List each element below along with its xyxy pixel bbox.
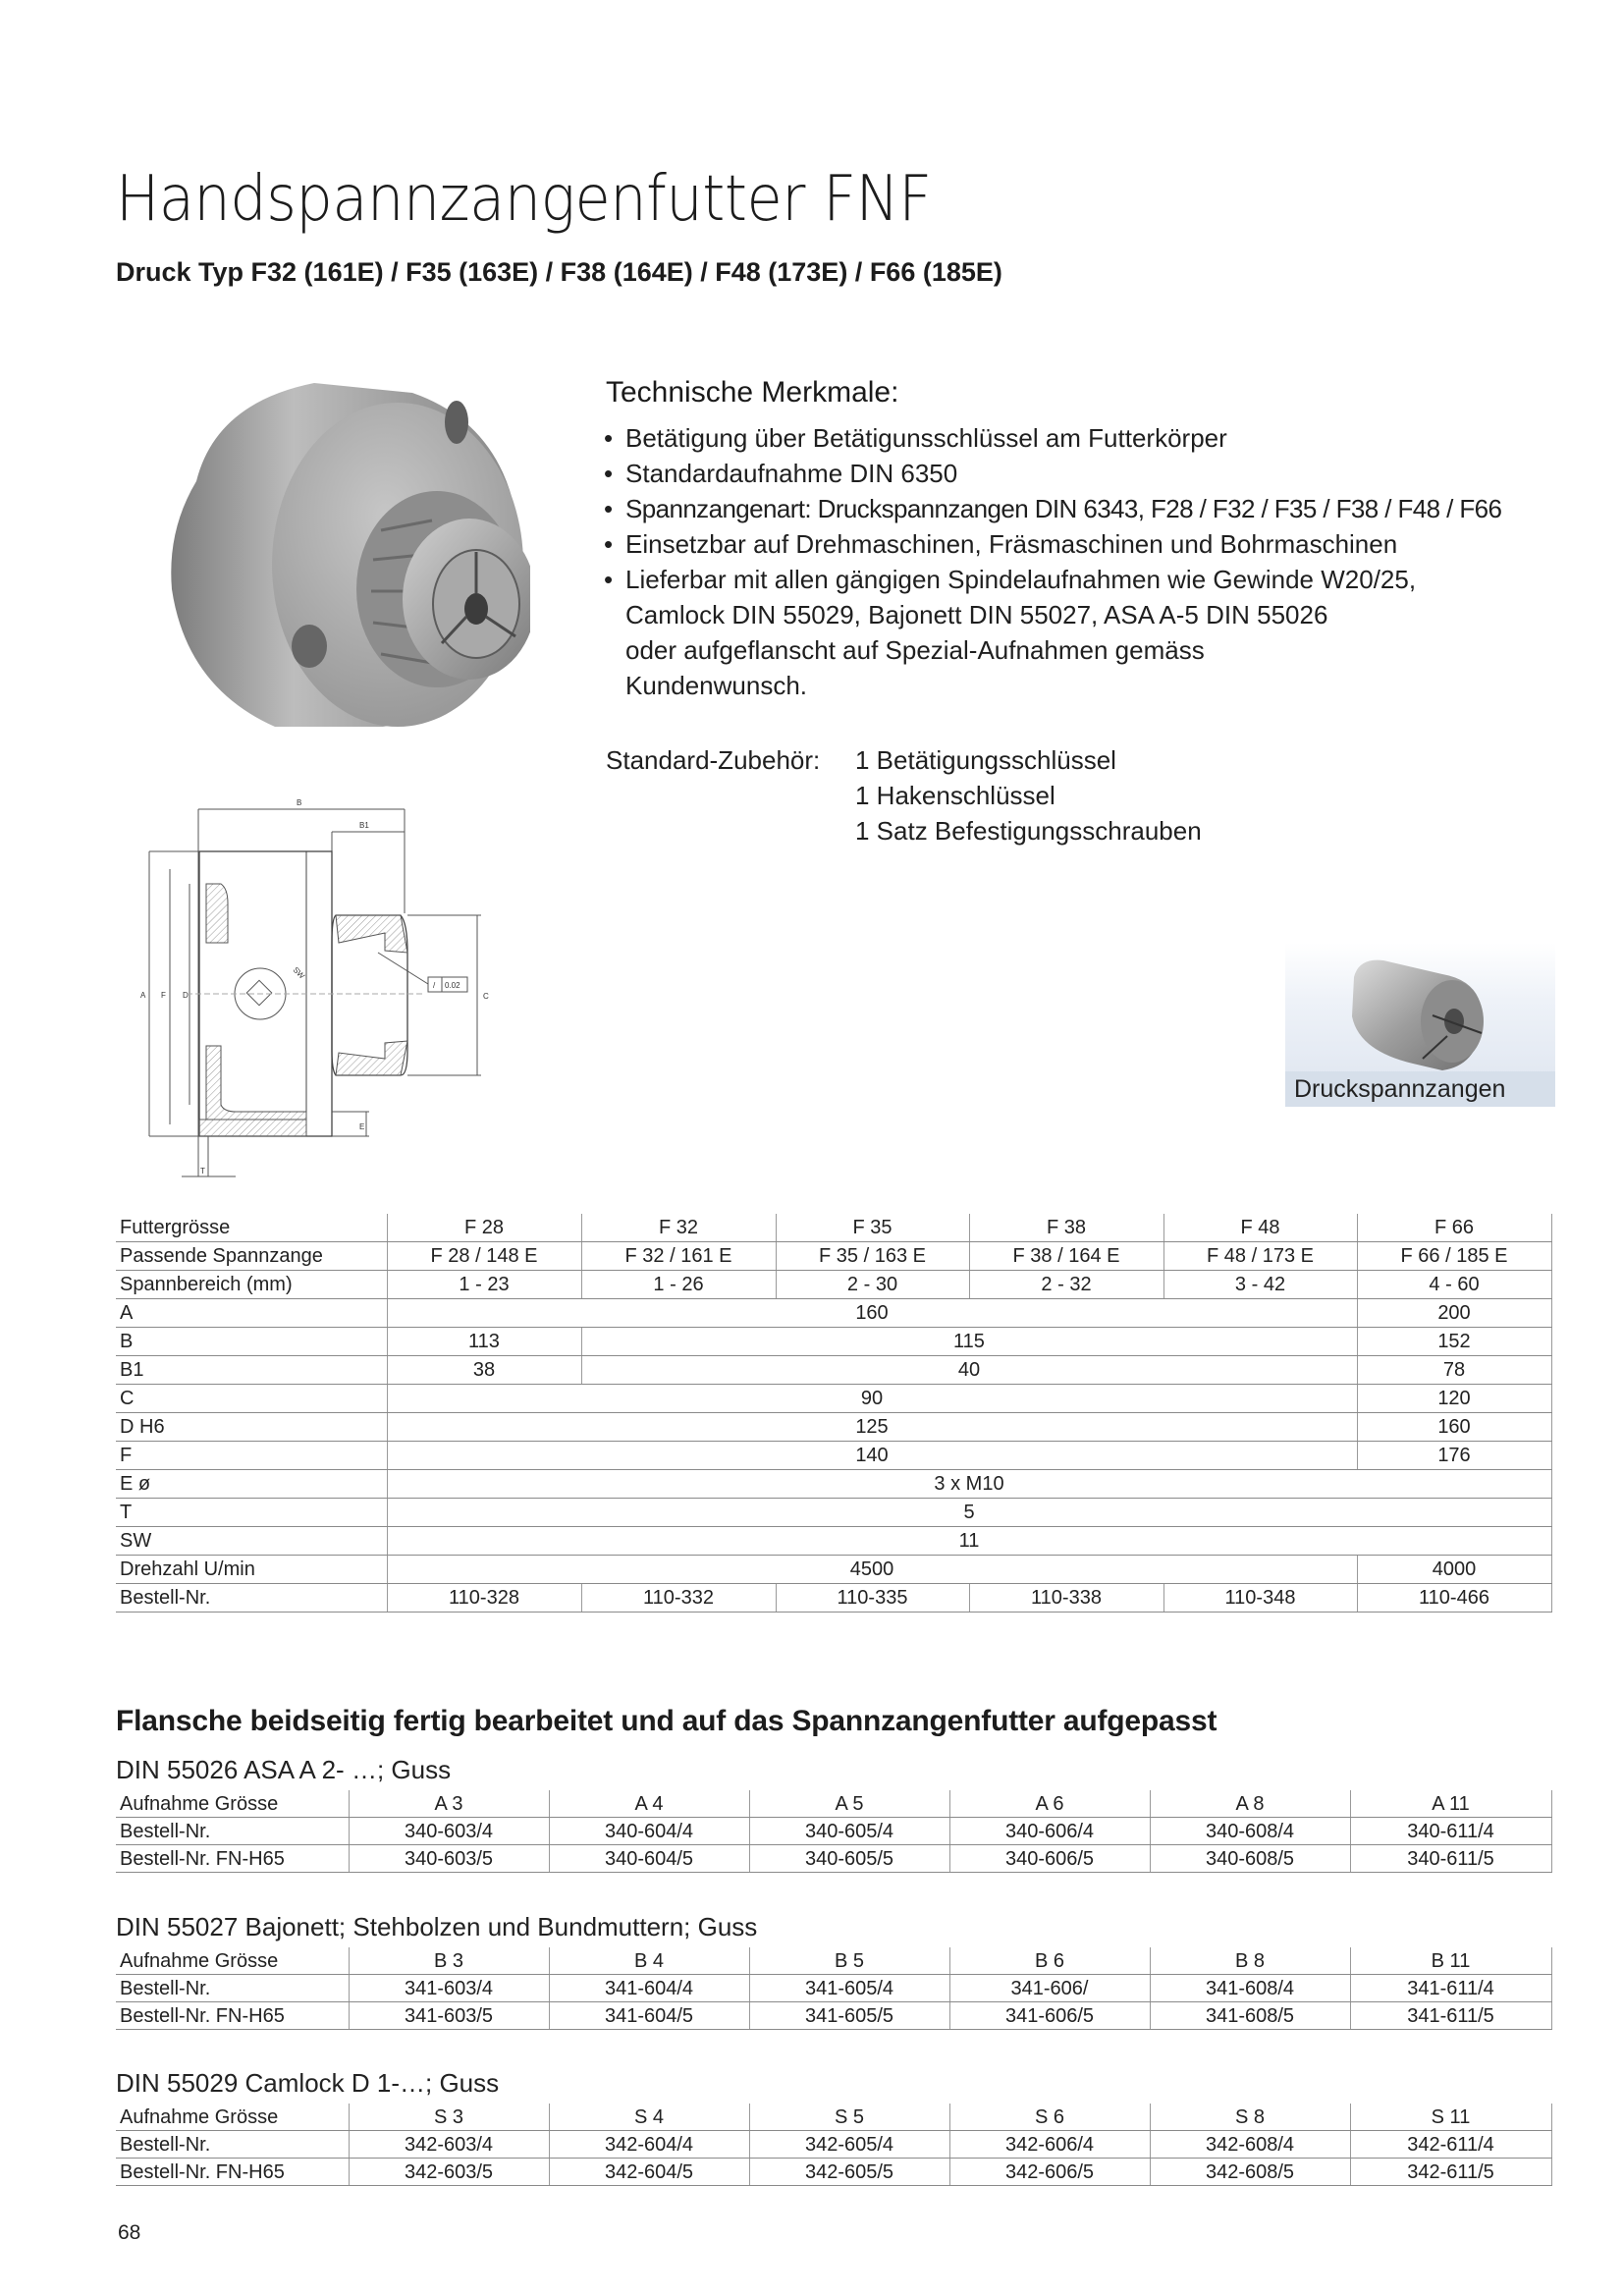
feature-item: • Einsetzbar auf Drehmaschinen, Fräsmaschinen und Bohrmaschinen: [602, 526, 1501, 562]
table-cell: 110-348: [1163, 1584, 1357, 1613]
technical-drawing: [128, 795, 540, 1208]
svg-text:F: F: [161, 991, 166, 1000]
table-cell: 342-611/4: [1350, 2131, 1551, 2159]
bullet-icon: •: [604, 423, 614, 453]
svg-text:E: E: [359, 1122, 365, 1131]
table-row: [116, 1328, 1551, 1356]
table-cell: 341-606/: [949, 1975, 1150, 2002]
table-cell: 160: [1357, 1413, 1551, 1442]
bullet-icon: •: [604, 565, 614, 594]
table-cell: 340-603/4: [349, 1818, 549, 1845]
table-cell: 140: [387, 1442, 1357, 1470]
table-row: [116, 1356, 1551, 1385]
table-cell: 113: [387, 1328, 581, 1356]
table-cell: 340-604/5: [549, 1845, 749, 1873]
table-cell: 120: [1357, 1385, 1551, 1413]
svg-text:A: A: [140, 991, 146, 1000]
svg-text:SW: SW: [291, 965, 307, 981]
table-row: [116, 1584, 1551, 1613]
table-cell: 341-608/5: [1150, 2002, 1350, 2030]
table-cell: 341-605/5: [749, 2002, 949, 2030]
table-cell: S 6: [949, 2104, 1150, 2131]
table-row: [116, 1947, 1551, 1975]
table-cell: A 5: [749, 1790, 949, 1818]
table-row: [116, 1527, 1551, 1556]
table-cell: A 3: [349, 1790, 549, 1818]
flange-table-title: DIN 55026 ASA A 2- …; Guss: [116, 1755, 452, 1784]
flange-table-title: DIN 55029 Camlock D 1-…; Guss: [116, 2068, 500, 2098]
table-row: [116, 1556, 1551, 1584]
features-list: [602, 420, 1501, 703]
row-label: E ø: [116, 1470, 387, 1499]
features-heading: Technische Merkmale:: [606, 376, 899, 409]
table-row: [116, 1499, 1551, 1527]
table-cell: S 3: [349, 2104, 549, 2131]
bullet-icon: •: [604, 494, 614, 523]
table-cell: 342-611/5: [1350, 2159, 1551, 2186]
table-cell: 340-608/5: [1150, 1845, 1350, 1873]
table-cell: 342-604/4: [549, 2131, 749, 2159]
flange-table-bajonett: [116, 1947, 1552, 2030]
row-label: Passende Spannzange: [116, 1242, 387, 1271]
table-cell: 90: [387, 1385, 1357, 1413]
table-cell: 3 x M10: [387, 1470, 1551, 1499]
table-row: [116, 2104, 1551, 2131]
table-cell: 4500: [387, 1556, 1357, 1584]
accessory-item: 1 Hakenschlüssel: [855, 781, 1055, 810]
table-cell: S 5: [749, 2104, 949, 2131]
bullet-icon: •: [604, 459, 614, 488]
table-row: [116, 1271, 1551, 1299]
table-cell: 341-606/5: [949, 2002, 1150, 2030]
svg-text:C: C: [483, 992, 489, 1001]
feature-item: • Lieferbar mit allen gängigen Spindelaufnahmen wie Gewinde W20/25, Camlock DIN 55029, Bajonett DIN 55027, ASA A-5 DIN 55026 oder aufgeflanscht auf Spezial-Aufnahmen gemäss Kundenwunsch.: [602, 562, 1501, 703]
page-title: Handspannzangenfutter FNF: [116, 163, 932, 236]
table-cell: 340-606/4: [949, 1818, 1150, 1845]
collet-thumbnail: [1285, 943, 1555, 1107]
svg-text:0.02: 0.02: [445, 981, 460, 990]
table-cell: 342-603/5: [349, 2159, 549, 2186]
row-label: Drehzahl U/min: [116, 1556, 387, 1584]
table-cell: 78: [1357, 1356, 1551, 1385]
table-cell: B 5: [749, 1947, 949, 1975]
table-cell: 110-332: [581, 1584, 776, 1613]
accessory-item: 1 Betätigungsschlüssel: [855, 745, 1116, 775]
table-cell: 340-611/4: [1350, 1818, 1551, 1845]
table-row: [116, 1470, 1551, 1499]
table-row: [116, 1818, 1551, 1845]
row-label: Bestell-Nr.: [116, 1818, 349, 1845]
flange-table-title: DIN 55027 Bajonett; Stehbolzen und Bundmuttern; Guss: [116, 1912, 758, 1941]
table-cell: 1 - 23: [387, 1271, 581, 1299]
table-cell: S 4: [549, 2104, 749, 2131]
table-cell: 341-603/4: [349, 1975, 549, 2002]
table-cell: 341-608/4: [1150, 1975, 1350, 2002]
table-cell: 340-611/5: [1350, 1845, 1551, 1873]
table-cell: 176: [1357, 1442, 1551, 1470]
table-cell: B 6: [949, 1947, 1150, 1975]
table-cell: 4 - 60: [1357, 1271, 1551, 1299]
accessories-label: Standard-Zubehör:: [606, 745, 821, 775]
flange-table-asa: [116, 1790, 1552, 1873]
table-row: [116, 1442, 1551, 1470]
table-cell: F 66 / 185 E: [1357, 1242, 1551, 1271]
table-cell: 342-608/4: [1150, 2131, 1350, 2159]
row-label: T: [116, 1499, 387, 1527]
row-label: Spannbereich (mm): [116, 1271, 387, 1299]
bullet-icon: •: [604, 529, 614, 559]
table-cell: F 48 / 173 E: [1163, 1242, 1357, 1271]
table-cell: 40: [581, 1356, 1357, 1385]
table-cell: 341-604/4: [549, 1975, 749, 2002]
table-cell: A 11: [1350, 1790, 1551, 1818]
table-cell: F 38 / 164 E: [969, 1242, 1163, 1271]
row-label: Bestell-Nr.: [116, 1975, 349, 2002]
feature-item: • Standardaufnahme DIN 6350: [602, 456, 1501, 491]
svg-text:T: T: [200, 1167, 205, 1175]
feature-continuation: Kundenwunsch.: [625, 671, 808, 700]
row-label: Aufnahme Grösse: [116, 1947, 349, 1975]
table-cell: B 3: [349, 1947, 549, 1975]
row-label: Futtergrösse: [116, 1214, 387, 1242]
table-cell: A 6: [949, 1790, 1150, 1818]
page-subtitle: Druck Typ F32 (161E) / F35 (163E) / F38 (164E) / F48 (173E) / F66 (185E): [116, 257, 1002, 287]
table-cell: 341-611/5: [1350, 2002, 1551, 2030]
table-cell: 341-604/5: [549, 2002, 749, 2030]
table-cell: 340-606/5: [949, 1845, 1150, 1873]
row-label: SW: [116, 1527, 387, 1556]
table-cell: B 8: [1150, 1947, 1350, 1975]
table-cell: F 28: [387, 1214, 581, 1242]
table-cell: 341-605/4: [749, 1975, 949, 2002]
table-cell: F 32 / 161 E: [581, 1242, 776, 1271]
table-cell: 342-608/5: [1150, 2159, 1350, 2186]
table-cell: 342-605/5: [749, 2159, 949, 2186]
table-row: [116, 1413, 1551, 1442]
table-cell: F 35 / 163 E: [776, 1242, 969, 1271]
table-cell: 3 - 42: [1163, 1271, 1357, 1299]
table-row: [116, 1385, 1551, 1413]
table-cell: 125: [387, 1413, 1357, 1442]
row-label: Aufnahme Grösse: [116, 2104, 349, 2131]
row-label: Bestell-Nr. FN-H65: [116, 2159, 349, 2186]
chuck-spec-table: [116, 1214, 1552, 1613]
row-label: B: [116, 1328, 387, 1356]
accessory-item: 1 Satz Befestigungsschrauben: [855, 816, 1202, 846]
table-row: [116, 1790, 1551, 1818]
row-label: B1: [116, 1356, 387, 1385]
table-row: [116, 1242, 1551, 1271]
table-cell: B 11: [1350, 1947, 1551, 1975]
table-cell: 342-603/4: [349, 2131, 549, 2159]
table-cell: 2 - 30: [776, 1271, 969, 1299]
table-cell: 38: [387, 1356, 581, 1385]
table-cell: 341-603/5: [349, 2002, 549, 2030]
feature-item: • Spannzangenart: Druckspannzangen DIN 6343, F28 / F32 / F35 / F38 / F48 / F66: [602, 491, 1501, 526]
svg-text:D: D: [183, 991, 189, 1000]
collet-caption: Druckspannzangen: [1285, 1071, 1555, 1107]
table-cell: 342-604/5: [549, 2159, 749, 2186]
table-row: [116, 2002, 1551, 2030]
table-cell: 340-605/4: [749, 1818, 949, 1845]
table-cell: 342-605/4: [749, 2131, 949, 2159]
table-row: [116, 2131, 1551, 2159]
flange-table-camlock: [116, 2104, 1552, 2186]
table-cell: 2 - 32: [969, 1271, 1163, 1299]
dim-label-b: B: [297, 798, 302, 807]
table-cell: F 38: [969, 1214, 1163, 1242]
feature-item: • Betätigung über Betätigunsschlüssel am Futterkörper: [602, 420, 1501, 456]
table-cell: 115: [581, 1328, 1357, 1356]
table-cell: A 8: [1150, 1790, 1350, 1818]
table-cell: 110-335: [776, 1584, 969, 1613]
row-label: D H6: [116, 1413, 387, 1442]
table-cell: 200: [1357, 1299, 1551, 1328]
table-cell: 340-608/4: [1150, 1818, 1350, 1845]
table-cell: 110-328: [387, 1584, 581, 1613]
svg-text:/: /: [433, 981, 436, 990]
table-cell: S 8: [1150, 2104, 1350, 2131]
table-cell: 342-606/4: [949, 2131, 1150, 2159]
table-cell: 160: [387, 1299, 1357, 1328]
feature-continuation: Camlock DIN 55029, Bajonett DIN 55027, ASA A-5 DIN 55026: [625, 600, 1328, 629]
table-cell: 341-611/4: [1350, 1975, 1551, 2002]
table-cell: B 4: [549, 1947, 749, 1975]
table-cell: 152: [1357, 1328, 1551, 1356]
row-label: Bestell-Nr.: [116, 1584, 387, 1613]
table-row: [116, 2159, 1551, 2186]
row-label: Bestell-Nr. FN-H65: [116, 2002, 349, 2030]
svg-text:B1: B1: [359, 821, 369, 830]
table-cell: 340-603/5: [349, 1845, 549, 1873]
table-cell: F 66: [1357, 1214, 1551, 1242]
table-cell: 11: [387, 1527, 1551, 1556]
row-label: Aufnahme Grösse: [116, 1790, 349, 1818]
row-label: Bestell-Nr.: [116, 2131, 349, 2159]
table-row: [116, 1214, 1551, 1242]
row-label: F: [116, 1442, 387, 1470]
chuck-product-image: [137, 363, 530, 737]
page-number: 68: [118, 2221, 141, 2244]
table-cell: A 4: [549, 1790, 749, 1818]
collet-icon: [1285, 943, 1555, 1071]
table-cell: F 32: [581, 1214, 776, 1242]
table-cell: 110-466: [1357, 1584, 1551, 1613]
table-row: [116, 1299, 1551, 1328]
row-label: A: [116, 1299, 387, 1328]
table-cell: 340-604/4: [549, 1818, 749, 1845]
table-cell: 1 - 26: [581, 1271, 776, 1299]
table-cell: F 48: [1163, 1214, 1357, 1242]
table-cell: F 35: [776, 1214, 969, 1242]
table-cell: 4000: [1357, 1556, 1551, 1584]
table-cell: 5: [387, 1499, 1551, 1527]
row-label: C: [116, 1385, 387, 1413]
flanges-heading: Flansche beidseitig fertig bearbeitet und auf das Spannzangenfutter aufgepasst: [116, 1705, 1217, 1737]
table-cell: 110-338: [969, 1584, 1163, 1613]
table-cell: F 28 / 148 E: [387, 1242, 581, 1271]
table-cell: S 11: [1350, 2104, 1551, 2131]
table-cell: 342-606/5: [949, 2159, 1150, 2186]
feature-continuation: oder aufgeflanscht auf Spezial-Aufnahmen gemäss: [625, 635, 1205, 665]
table-row: [116, 1845, 1551, 1873]
row-label: Bestell-Nr. FN-H65: [116, 1845, 349, 1873]
table-row: [116, 1975, 1551, 2002]
table-cell: 340-605/5: [749, 1845, 949, 1873]
